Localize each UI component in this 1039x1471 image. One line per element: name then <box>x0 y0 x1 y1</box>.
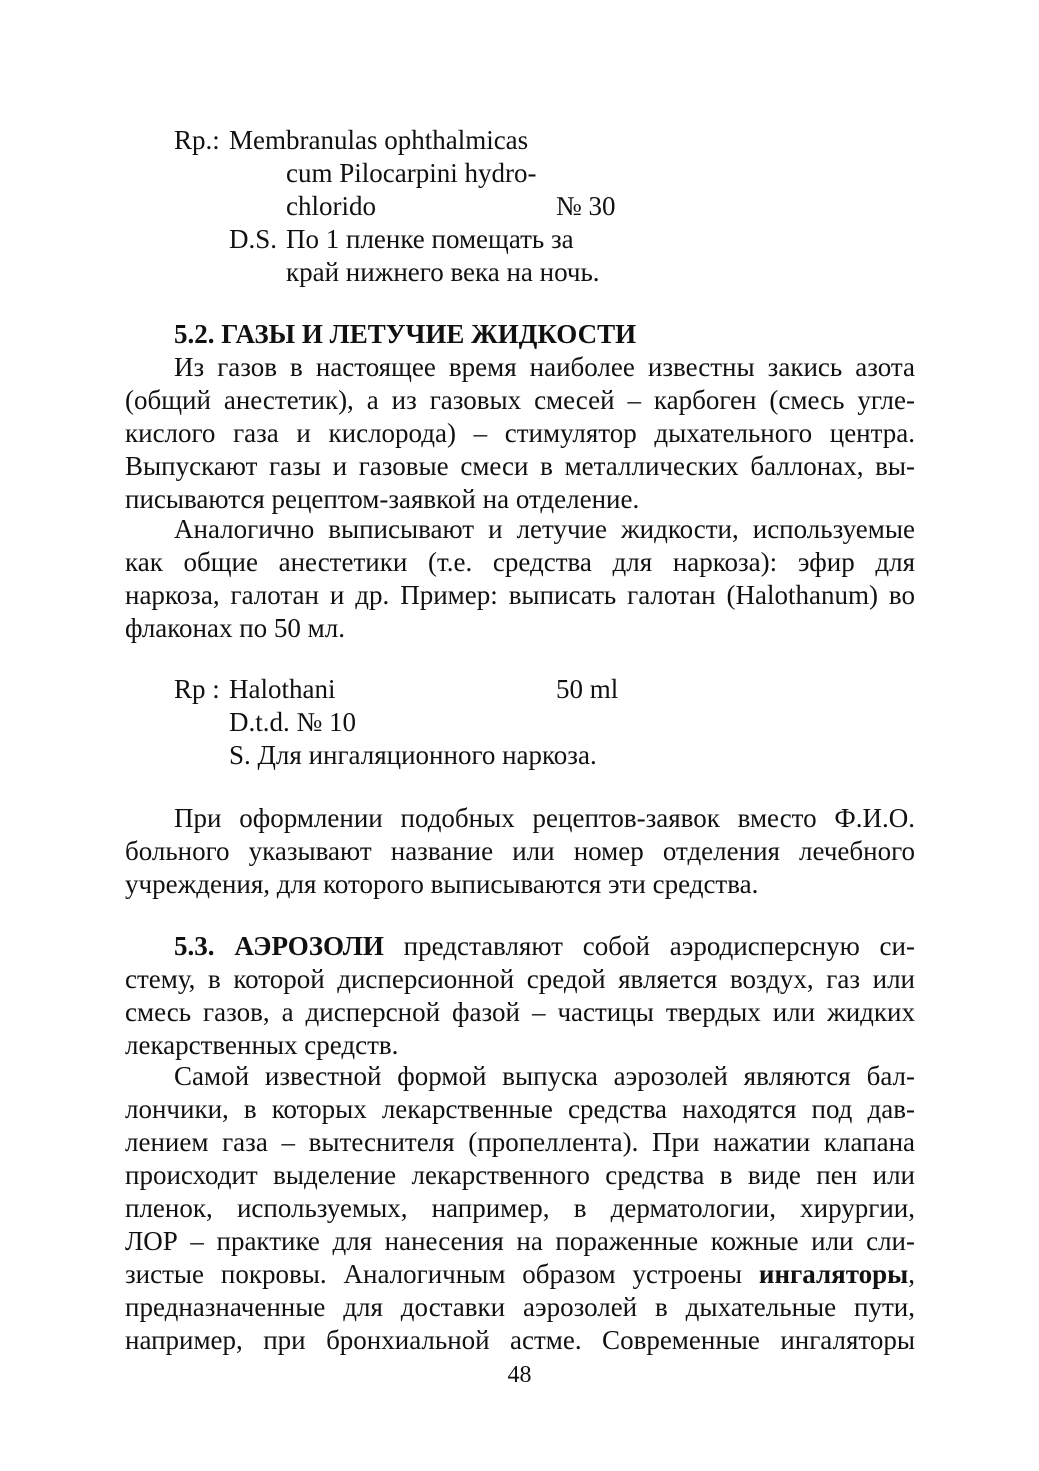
section-heading-5-3: 5.3. АЭРОЗОЛИ <box>174 931 384 961</box>
paragraph-line: ЛОР – практике для нанесения на пораженные кожные или сли- <box>125 1226 915 1256</box>
paragraph-line: предназначенные для доставки аэрозолей в дыхательные пути, <box>125 1292 915 1322</box>
page-number: 48 <box>507 1362 532 1388</box>
term-inhalers: ингаляторы <box>758 1259 909 1289</box>
paragraph-line: кислого газа и кислорода) – стимулятор дыхательного центра. <box>125 418 915 448</box>
rx-signa: S. Для ингаляционного наркоза. <box>229 740 597 770</box>
paragraph-line: происходит выделение лекарственного средства в виде пен или <box>125 1160 915 1190</box>
paragraph-line: лончики, в которых лекарственные средства находятся под дав- <box>125 1094 915 1124</box>
paragraph-text: , <box>908 1259 916 1289</box>
paragraph-line: Самой известной формой выпуска аэрозолей являются бал- <box>174 1061 915 1091</box>
section-heading-5-2: 5.2. ГАЗЫ И ЛЕТУЧИЕ ЖИДКОСТИ <box>174 319 637 349</box>
rx-quantity: 50 ml <box>556 674 619 704</box>
paragraph-line <box>125 1258 915 1290</box>
paragraph-line: больного указывают название или номер отделения лечебного <box>125 836 915 866</box>
paragraph-line: смесь газов, а дисперсной фазой – частицы твердых или жидких <box>125 997 915 1027</box>
rx-line: cum Pilocarpini hydro- <box>286 158 537 188</box>
rx-signa-lead: D.S. <box>229 224 278 254</box>
paragraph-line: например, при бронхиальной астме. Современные ингаляторы <box>125 1325 915 1355</box>
paragraph-line: При оформлении подобных рецептов-заявок вместо Ф.И.О. <box>174 803 915 833</box>
paragraph-line: писываются рецептом-заявкой на отделение. <box>125 484 640 514</box>
paragraph-line: Аналогично выписывают и летучие жидкости, используемые <box>174 514 915 544</box>
paragraph-line: как общие анестетики (т.е. средства для наркоза): эфир для <box>125 547 915 577</box>
rx-lead: Rp : <box>174 674 220 704</box>
rx-signa: край нижнего века на ночь. <box>286 257 600 287</box>
paragraph-line: наркоза, галотан и др. Пример: выписать галотан (Halothanum) во <box>125 580 915 610</box>
paragraph-text: представляют собой аэродисперсную си- <box>403 931 915 961</box>
rx-lead: Rp.: <box>174 125 220 155</box>
paragraph-line: учреждения, для которого выписываются эти средства. <box>125 869 759 899</box>
rx-line: Membranulas ophthalmicas <box>229 125 529 155</box>
rx-quantity: № 30 <box>556 191 616 221</box>
paragraph-line: лением газа – вытеснителя (пропеллента). При нажатии клапана <box>125 1127 915 1157</box>
paragraph-line: флаконах по 50 мл. <box>125 613 345 643</box>
paragraph-line: (общий анестетик), а из газовых смесей – карбоген (смесь угле- <box>125 385 915 415</box>
paragraph-line <box>174 930 915 962</box>
paragraph-line: лекарственных средств. <box>125 1030 399 1060</box>
paragraph-line: стему, в которой дисперсионной средой является воздух, газ или <box>125 964 915 994</box>
paragraph-line: пленок, используемых, например, в дерматологии, хирургии, <box>125 1193 915 1223</box>
paragraph-line: Из газов в настоящее время наиболее известны закись азота <box>174 352 915 382</box>
paragraph-line: Выпускают газы и газовые смеси в металлических баллонах, вы- <box>125 451 915 481</box>
rx-line: D.t.d. № 10 <box>229 707 357 737</box>
rx-signa: По 1 пленке помещать за <box>286 224 574 254</box>
rx-line: Halothani <box>229 674 336 704</box>
paragraph-text: зистые покровы. Аналогичным образом устроены <box>125 1259 742 1289</box>
rx-line: chlorido <box>286 191 376 221</box>
